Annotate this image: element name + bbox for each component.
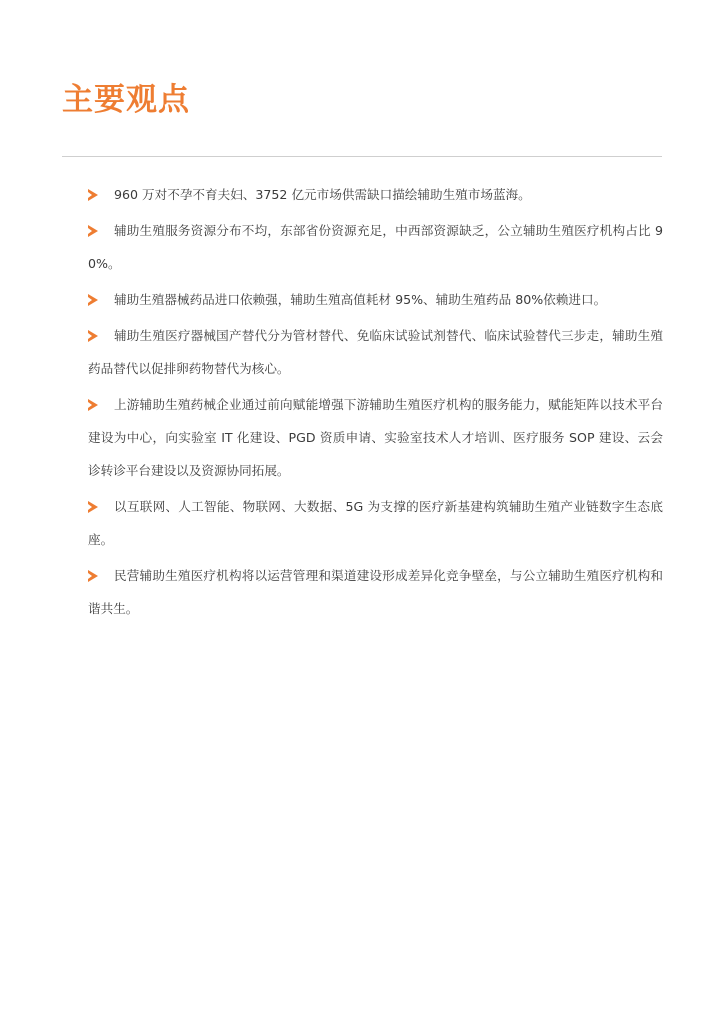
key-point-item (88, 283, 663, 316)
key-point-item (88, 178, 663, 211)
arrowhead-bullet-icon (88, 225, 98, 237)
key-point-text: 以互联网、人工智能、物联网、大数据、5G 为支撑的医疗新基建构筑辅助生殖产业链数字生态底座。 (88, 499, 663, 547)
key-point-text: 民营辅助生殖医疗机构将以运营管理和渠道建设形成差异化竞争壁垒，与公立辅助生殖医疗机构和谐共生。 (88, 568, 663, 616)
key-point-text: 960 万对不孕不育夫妇、3752 亿元市场供需缺口描绘辅助生殖市场蓝海。 (114, 187, 531, 202)
arrowhead-bullet-icon (88, 570, 98, 582)
arrowhead-bullet-icon (88, 330, 98, 342)
arrowhead-bullet-icon (88, 501, 98, 513)
key-points-list (88, 178, 663, 628)
title-divider (62, 156, 662, 157)
key-point-text: 辅助生殖器械药品进口依赖强，辅助生殖高值耗材 95%、辅助生殖药品 80%依赖进口。 (114, 292, 607, 307)
key-point-item (88, 319, 663, 385)
arrowhead-bullet-icon (88, 189, 98, 201)
arrowhead-bullet-icon (88, 294, 98, 306)
arrowhead-bullet-icon (88, 399, 98, 411)
key-point-item (88, 490, 663, 556)
page-title: 主要观点 (62, 82, 190, 118)
key-point-item (88, 214, 663, 280)
key-point-text: 辅助生殖医疗器械国产替代分为管材替代、免临床试验试剂替代、临床试验替代三步走，辅助生殖药品替代以促排卵药物替代为核心。 (88, 328, 663, 376)
key-point-item (88, 388, 663, 487)
key-point-text: 上游辅助生殖药械企业通过前向赋能增强下游辅助生殖医疗机构的服务能力，赋能矩阵以技术平台建设为中心，向实验室 IT 化建设、PGD 资质申请、实验室技术人才培训、医疗服务 SOP 建设、云会诊转诊平台建设以及资源协同拓展。 (88, 397, 663, 478)
key-point-item (88, 559, 663, 625)
key-point-text: 辅助生殖服务资源分布不均，东部省份资源充足，中西部资源缺乏，公立辅助生殖医疗机构占比 90%。 (88, 223, 663, 271)
